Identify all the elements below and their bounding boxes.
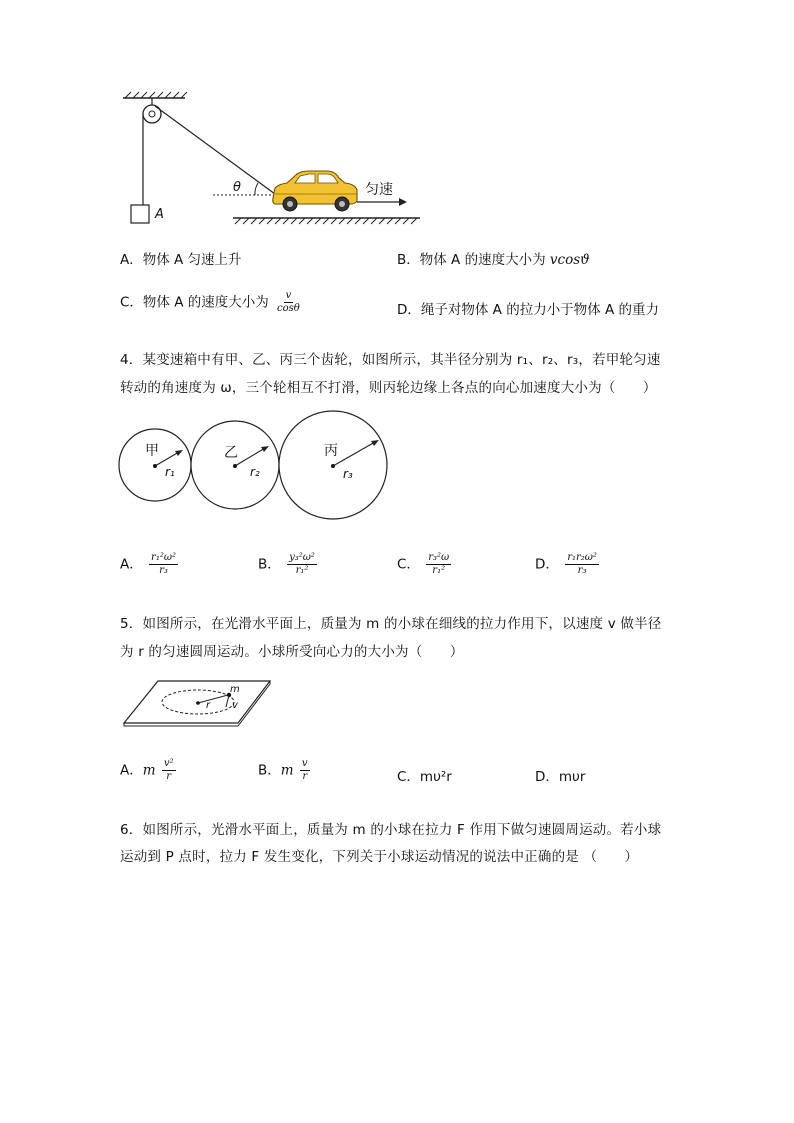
q4-option-b-label: B． [258, 556, 281, 573]
theta-label: θ [233, 180, 241, 195]
gears-figure [115, 410, 400, 525]
q3-option-b[interactable] [397, 248, 590, 268]
label-a: A [155, 207, 164, 222]
q6-text-line1: 6．如图所示，光滑水平面上，质量为 m 的小球在拉力 F 作用下做匀速圆周运动。若小球 [120, 822, 662, 838]
q4-option-c-fraction [426, 552, 451, 577]
q5-option-c[interactable] [397, 765, 452, 785]
q4-text-line2: 转动的角速度为 ω，三个轮相互不打滑，则丙轮边缘上各点的向心加速度大小为（ ） [120, 380, 657, 396]
q6-text-line2: 运动到 P 点时，拉力 F 发生变化，下列关于小球运动情况的说法中正确的是 （ ） [120, 849, 639, 865]
circular-motion-figure [118, 675, 278, 730]
fraction-numerator: r₃²ω [428, 552, 450, 563]
q5-option-b-fraction [300, 758, 310, 783]
v-label: v [232, 700, 238, 711]
r1-label: r₁ [165, 465, 175, 479]
q4-text-line1: 4．某变速箱中有甲、乙、丙三个齿轮，如图所示，其半径分别为 r₁、r₂、r₃，若甲轮匀速 [120, 352, 661, 368]
fraction-denominator: cosθ [277, 303, 300, 314]
q3-option-a-text: A．物体 A 匀速上升 [120, 252, 242, 268]
fraction-numerator: v [285, 290, 292, 301]
q5-option-a[interactable] [120, 758, 178, 783]
speed-label: 匀速 [365, 182, 393, 198]
q4-option-a-fraction [149, 552, 178, 577]
q4-option-b-fraction [287, 552, 317, 577]
q4-option-c[interactable] [397, 552, 453, 577]
pulley-car-figure [115, 90, 425, 225]
gear-jia-label: 甲 [145, 443, 159, 459]
q5-option-d[interactable] [535, 765, 585, 785]
q3-option-d[interactable] [397, 298, 659, 318]
q4-option-d-fraction [565, 552, 599, 577]
r2-label: r₂ [250, 465, 260, 479]
q5-option-b-label: B． [258, 762, 281, 779]
fraction-denominator: r [302, 771, 308, 782]
fraction-denominator: r₁² [432, 565, 446, 576]
r-label: r [206, 700, 211, 711]
fraction-denominator: r₃ [159, 565, 168, 576]
q3-option-b-prefix: B．物体 A 的速度大小为 [397, 252, 550, 268]
q4-option-a-label: A． [120, 556, 143, 573]
car [273, 171, 357, 211]
fraction-numerator: r₁²ω² [151, 552, 177, 563]
fraction-numerator: y₃²ω² [289, 552, 315, 563]
fraction-numerator: v [301, 758, 308, 769]
fraction-denominator: r₃ [577, 565, 587, 576]
fraction-numerator: v² [163, 758, 174, 769]
q3-option-a[interactable] [120, 248, 242, 268]
q5-text-line1: 5．如图所示，在光滑水平面上，质量为 m 的小球在细线的拉力作用下，以速度 v 做半径 [120, 616, 662, 632]
fraction-numerator: r₁r₂ω² [567, 552, 597, 563]
q4-option-d-label: D． [535, 556, 559, 573]
fraction-denominator: r [166, 771, 172, 782]
q3-option-d-text: D．绳子对物体 A 的拉力小于物体 A 的重力 [397, 302, 660, 318]
q3-option-b-expr: vcosϑ [549, 252, 590, 268]
q4-option-a[interactable] [120, 552, 180, 577]
gear-bing-label: 丙 [324, 443, 338, 459]
q5-option-d-text: D．mυr [535, 769, 586, 785]
q5-option-c-text: C．mυ²r [397, 769, 452, 785]
gear-yi-label: 乙 [224, 445, 238, 461]
q3-option-c[interactable] [120, 290, 304, 315]
q4-option-d[interactable] [535, 552, 601, 577]
q5-option-b-mass: m [280, 762, 294, 779]
block-a [131, 205, 149, 223]
q4-option-c-label: C． [397, 556, 420, 573]
q5-option-b[interactable] [258, 758, 312, 783]
m-label: m [230, 684, 240, 695]
q3-option-c-fraction [275, 290, 302, 315]
q5-option-a-fraction [162, 758, 176, 783]
q5-text-line2: 为 r 的匀速圆周运动。小球所受向心力的大小为（ ） [120, 644, 464, 660]
fraction-denominator: r₁² [295, 565, 309, 576]
q3-option-c-prefix: C．物体 A 的速度大小为 [120, 294, 269, 311]
q4-option-b[interactable] [258, 552, 319, 577]
q5-option-a-mass: m [142, 762, 156, 779]
q5-option-a-label: A． [120, 762, 143, 779]
r3-label: r₃ [343, 467, 353, 481]
